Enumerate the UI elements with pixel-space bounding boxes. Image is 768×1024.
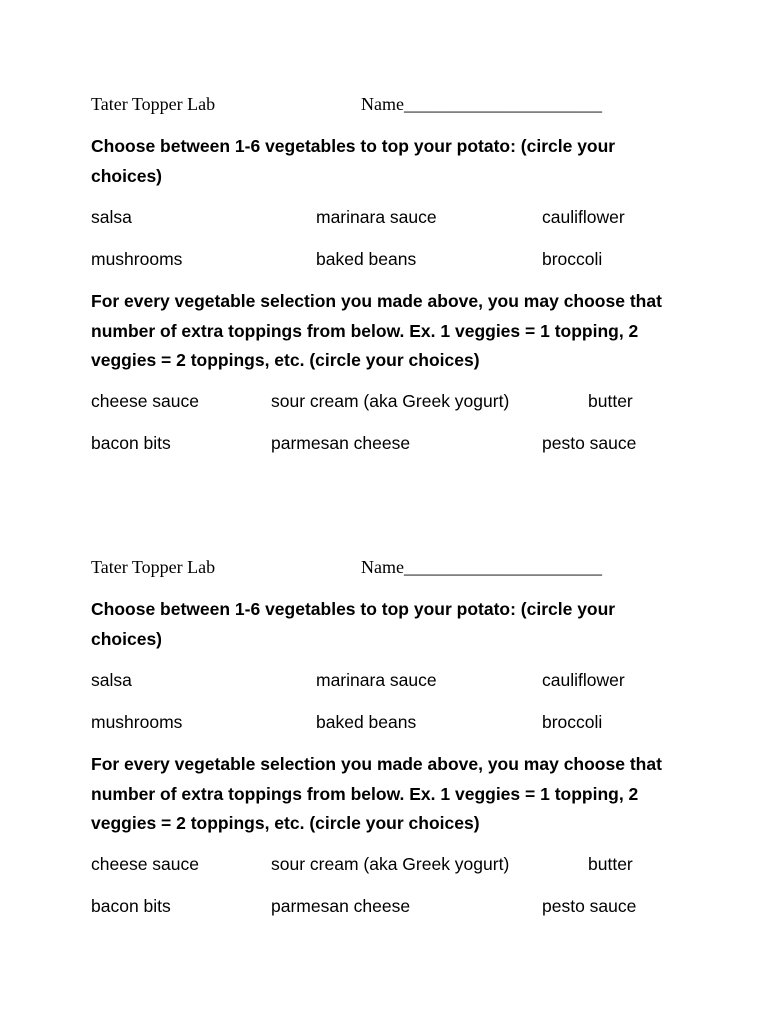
name-field-label: Name______________________ (361, 94, 602, 114)
option-cheese-sauce: cheese sauce (91, 391, 199, 411)
option-sour-cream: sour cream (aka Greek yogurt) (271, 854, 510, 874)
option-baked-beans: baked beans (316, 249, 417, 269)
vegetable-instructions: Choose between 1-6 vegetables to top your potato: (circle your choices) (91, 599, 616, 649)
option-cauliflower: cauliflower (542, 207, 625, 227)
vegetable-instructions: Choose between 1-6 vegetables to top your potato: (circle your choices) (91, 136, 616, 186)
option-cheese-sauce: cheese sauce (91, 854, 199, 874)
option-broccoli: broccoli (542, 249, 603, 269)
option-cauliflower: cauliflower (542, 670, 625, 690)
option-sour-cream: sour cream (aka Greek yogurt) (271, 391, 510, 411)
option-mushrooms: mushrooms (91, 712, 183, 732)
topping-instructions: For every vegetable selection you made above, you may choose that number of extra toppings from below. Ex. 1 veggies = 1 topping, 2 veggies = 2 toppings, etc. (circle your choices) (91, 291, 662, 370)
option-bacon-bits: bacon bits (91, 433, 171, 453)
option-mushrooms: mushrooms (91, 249, 183, 269)
form-title: Tater Topper Lab (91, 557, 216, 577)
option-pesto-sauce: pesto sauce (542, 433, 637, 453)
option-marinara-sauce: marinara sauce (316, 670, 437, 690)
option-salsa: salsa (91, 207, 132, 227)
option-butter: butter (588, 391, 633, 411)
name-field-label: Name______________________ (361, 557, 602, 577)
topping-instructions: For every vegetable selection you made above, you may choose that number of extra toppings from below. Ex. 1 veggies = 1 topping, 2 veggies = 2 toppings, etc. (circle your choices) (91, 754, 662, 833)
option-parmesan-cheese: parmesan cheese (271, 896, 411, 916)
option-marinara-sauce: marinara sauce (316, 207, 437, 227)
option-salsa: salsa (91, 670, 132, 690)
option-pesto-sauce: pesto sauce (542, 896, 637, 916)
option-parmesan-cheese: parmesan cheese (271, 433, 411, 453)
form-title: Tater Topper Lab (91, 94, 216, 114)
option-broccoli: broccoli (542, 712, 603, 732)
option-baked-beans: baked beans (316, 712, 417, 732)
option-bacon-bits: bacon bits (91, 896, 171, 916)
option-butter: butter (588, 854, 633, 874)
